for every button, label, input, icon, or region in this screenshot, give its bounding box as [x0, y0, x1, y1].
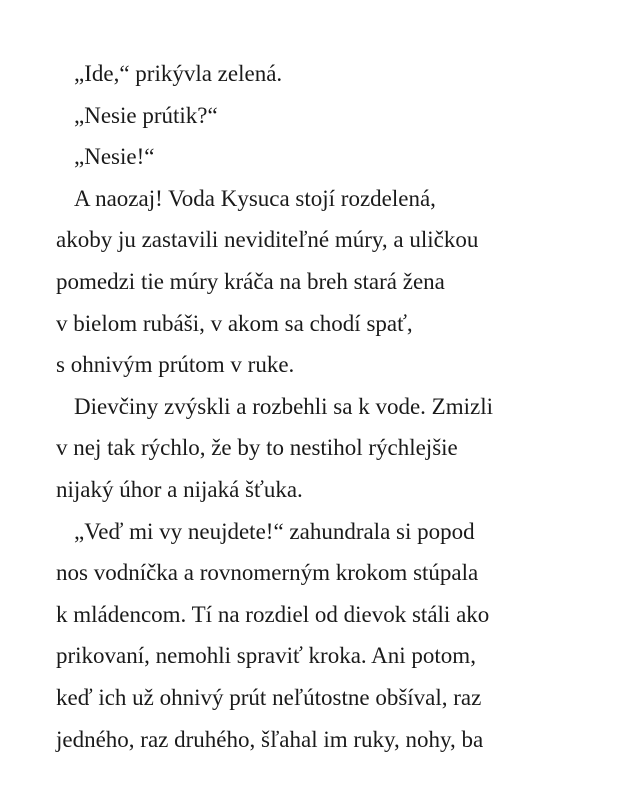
text-line: Dievčiny zvýskli a rozbehli sa k vode. Zmizli	[74, 393, 493, 419]
text-line: k mládencom. Tí na rozdiel od dievok stáli ako	[56, 601, 490, 627]
text-line: akoby ju zastavili neviditeľné múry, a uličkou	[56, 227, 479, 253]
text-line: „Ide,“ prikývla zelená.	[74, 61, 283, 86]
text-line: nijaký úhor a nijaká šťuka.	[56, 476, 303, 502]
text-line: keď ich už ohnivý prút neľútostne obšíval, raz	[56, 684, 482, 710]
text-line: nos vodníčka a rovnomerným krokom stúpala	[56, 560, 479, 586]
page-text	[56, 53, 576, 760]
text-line: „Veď mi vy neujdete!“ zahundrala si popod	[74, 518, 475, 544]
text-line: A naozaj! Voda Kysuca stojí rozdelená,	[74, 185, 436, 211]
text-line: jedného, raz druhého, šľahal im ruky, nohy, ba	[56, 726, 484, 752]
text-line: s ohnivým prútom v ruke.	[56, 352, 295, 378]
text-line: pomedzi tie múry kráča na breh stará žena	[56, 268, 445, 294]
text-line: „Nesie!“	[74, 144, 155, 170]
text-line: v nej tak rýchlo, že by to nestihol rýchlejšie	[56, 435, 458, 461]
text-line: „Nesie prútik?“	[74, 102, 218, 128]
text-line: prikovaní, nemohli spraviť kroka. Ani potom,	[56, 643, 476, 669]
text-line: v bielom rubáši, v akom sa chodí spať,	[56, 310, 413, 336]
